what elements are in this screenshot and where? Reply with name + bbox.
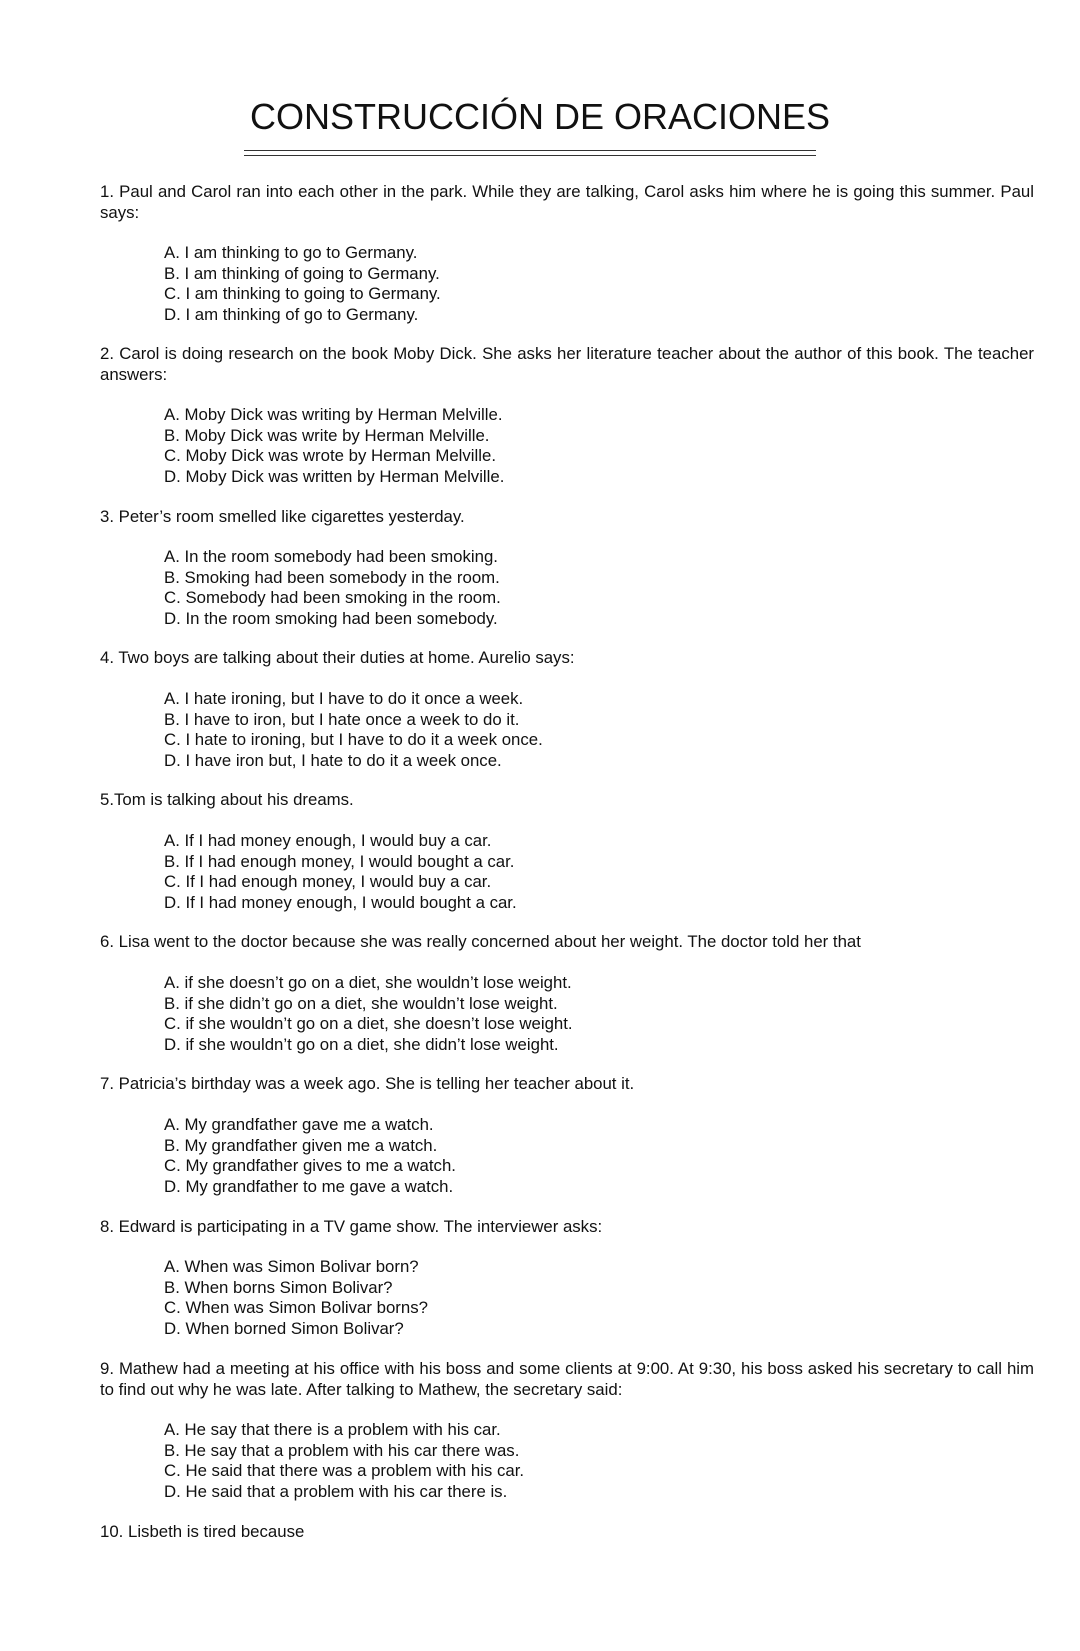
question-5-option-a: A. If I had money enough, I would buy a car. <box>164 831 492 850</box>
question-7-option-a: A. My grandfather gave me a watch. <box>164 1115 434 1134</box>
question-1-option-a: A. I am thinking to go to Germany. <box>164 243 418 262</box>
question-7-option-c: C. My grandfather gives to me a watch. <box>164 1156 456 1175</box>
question-4-prompt: 4. Two boys are talking about their duties at home. Aurelio says: <box>100 648 575 667</box>
question-3-prompt: 3. Peter’s room smelled like cigarettes yesterday. <box>100 507 465 526</box>
question-9-prompt: 9. Mathew had a meeting at his office with his boss and some clients at 9:00. At 9:30, his boss asked his secretary to call him to find out why he was late. After talking to Mathew, the secretary said: <box>100 1359 1034 1399</box>
question-8-option-b: B. When borns Simon Bolivar? <box>164 1277 393 1297</box>
question-3-option-d: D. In the room smoking had been somebody. <box>164 608 498 628</box>
question-5-option-b: B. If I had enough money, I would bought a car. <box>164 851 515 871</box>
question-2-options <box>164 405 504 487</box>
question-2-option-d: D. Moby Dick was written by Herman Melville. <box>164 466 505 486</box>
question-9-option-a: A. He say that there is a problem with his car. <box>164 1420 501 1439</box>
question-3-options <box>164 547 501 629</box>
question-4-options <box>164 689 543 771</box>
question-6-option-b: B. if she didn’t go on a diet, she wouldn’t lose weight. <box>164 993 558 1013</box>
question-3-option-a: A. In the room somebody had been smoking. <box>164 547 498 566</box>
title-underline-bottom <box>244 155 816 156</box>
question-7-options <box>164 1115 456 1197</box>
question-3-option-c: C. Somebody had been smoking in the room. <box>164 588 501 607</box>
question-7-option-d: D. My grandfather to me gave a watch. <box>164 1176 454 1196</box>
question-4-option-b: B. I have to iron, but I hate once a week to do it. <box>164 709 520 729</box>
question-6-prompt: 6. Lisa went to the doctor because she was really concerned about her weight. The doctor told her that <box>100 932 861 951</box>
question-6-options <box>164 973 573 1055</box>
question-9-options <box>164 1420 524 1502</box>
question-6-option-d: D. if she wouldn’t go on a diet, she didn’t lose weight. <box>164 1034 559 1054</box>
question-4-option-a: A. I hate ironing, but I have to do it once a week. <box>164 689 524 708</box>
question-8-options <box>164 1257 428 1339</box>
question-5-option-d: D. If I had money enough, I would bought a car. <box>164 892 517 912</box>
question-5-options <box>164 831 517 913</box>
question-6-option-a: A. if she doesn’t go on a diet, she wouldn’t lose weight. <box>164 973 572 992</box>
question-9-option-c: C. He said that there was a problem with his car. <box>164 1461 525 1480</box>
question-8-option-d: D. When borned Simon Bolivar? <box>164 1318 404 1338</box>
title-underline-top <box>244 150 816 151</box>
question-4-option-d: D. I have iron but, I hate to do it a week once. <box>164 750 502 770</box>
question-1-option-d: D. I am thinking of go to Germany. <box>164 304 419 324</box>
question-9-option-d: D. He said that a problem with his car there is. <box>164 1481 508 1501</box>
document-title: CONSTRUCCIÓN DE ORACIONES <box>249 96 831 137</box>
question-4-option-c: C. I hate to ironing, but I have to do it a week once. <box>164 730 543 749</box>
question-10-prompt: 10. Lisbeth is tired because <box>100 1522 305 1541</box>
question-7-option-b: B. My grandfather given me a watch. <box>164 1135 438 1155</box>
question-8-prompt: 8. Edward is participating in a TV game show. The interviewer asks: <box>100 1217 603 1236</box>
question-8-option-c: C. When was Simon Bolivar borns? <box>164 1298 428 1317</box>
question-2-option-a: A. Moby Dick was writing by Herman Melville. <box>164 405 503 424</box>
question-1-prompt: 1. Paul and Carol ran into each other in the park. While they are talking, Carol asks him where he is going this summer. Paul says: <box>100 182 1034 222</box>
question-6-option-c: C. if she wouldn’t go on a diet, she doesn’t lose weight. <box>164 1014 573 1033</box>
question-3-option-b: B. Smoking had been somebody in the room. <box>164 567 500 587</box>
question-2-option-c: C. Moby Dick was wrote by Herman Melville. <box>164 446 496 465</box>
question-1-options <box>164 243 441 325</box>
question-5-prompt: 5.Tom is talking about his dreams. <box>100 790 354 809</box>
question-1-option-c: C. I am thinking to going to Germany. <box>164 284 441 303</box>
question-8-option-a: A. When was Simon Bolivar born? <box>164 1257 419 1276</box>
question-2-prompt: 2. Carol is doing research on the book Moby Dick. She asks her literature teacher about the author of this book. The teacher answers: <box>100 344 1034 384</box>
question-9-option-b: B. He say that a problem with his car there was. <box>164 1440 520 1460</box>
question-2-option-b: B. Moby Dick was write by Herman Melville. <box>164 425 490 445</box>
question-5-option-c: C. If I had enough money, I would buy a car. <box>164 872 492 891</box>
question-1-option-b: B. I am thinking of going to Germany. <box>164 263 440 283</box>
question-7-prompt: 7. Patricia’s birthday was a week ago. She is telling her teacher about it. <box>100 1074 635 1093</box>
